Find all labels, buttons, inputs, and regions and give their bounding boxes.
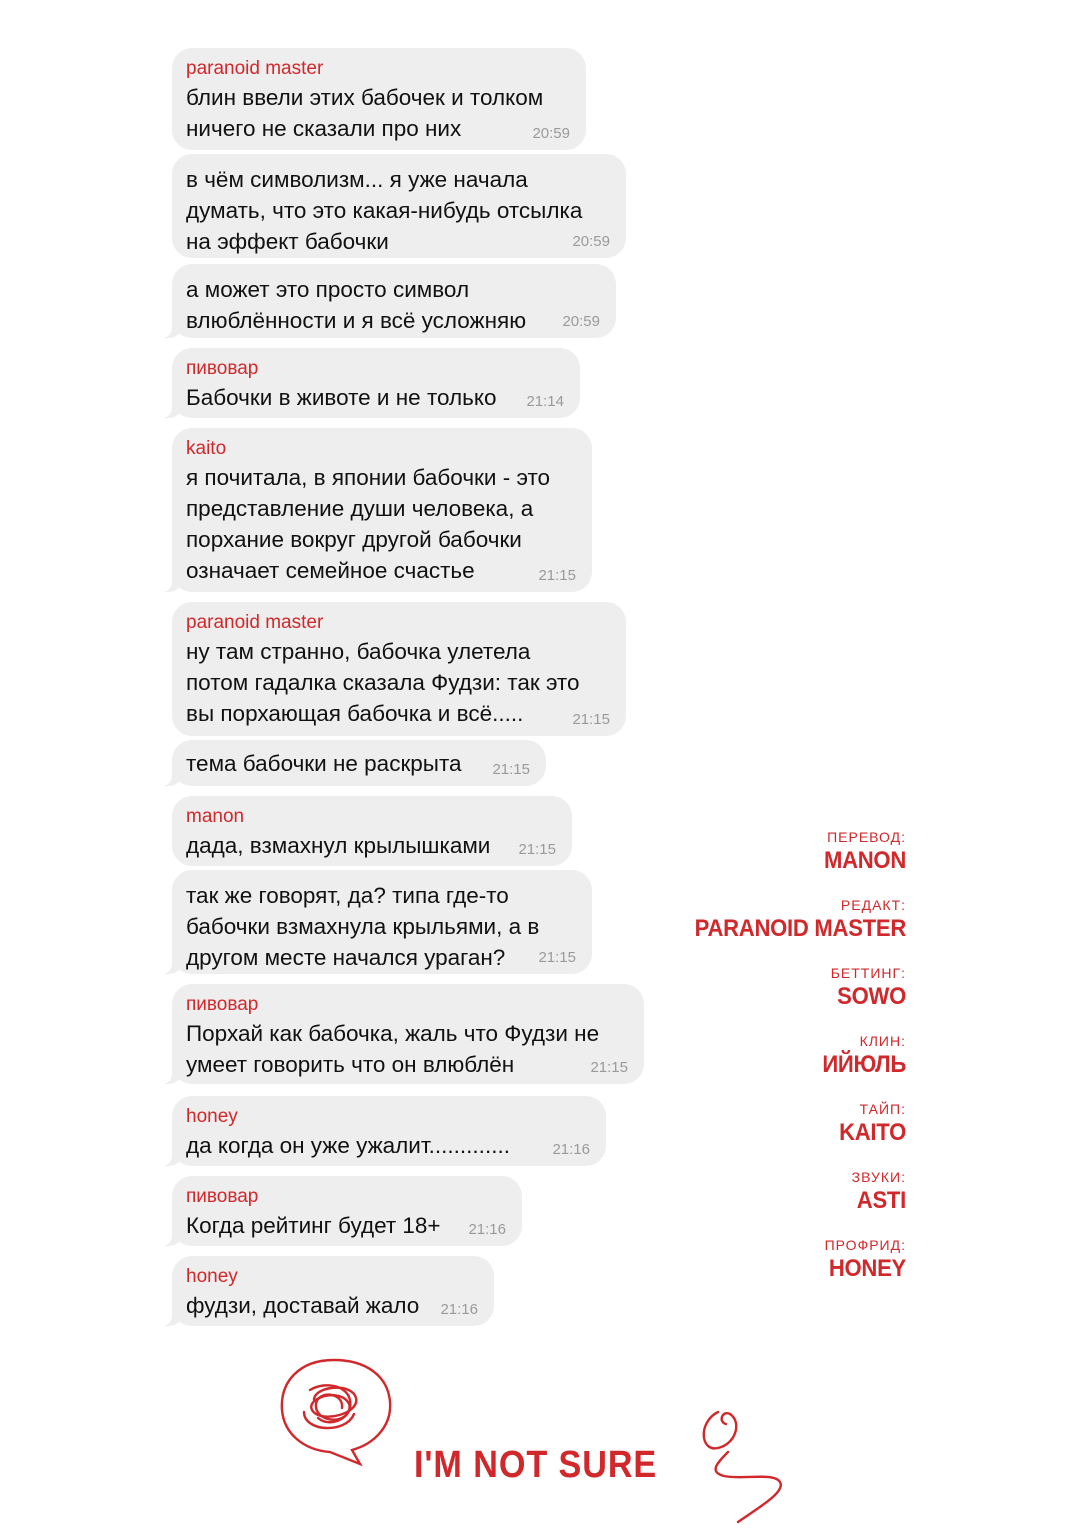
message-text: да когда он уже ужалит............. (186, 1133, 510, 1158)
message-sender: manon (186, 806, 245, 827)
credit-role: ПРОФРИД: (824, 1237, 906, 1253)
message-time: 20:59 (572, 233, 610, 250)
message-bubble[interactable] (172, 428, 592, 592)
message-bubble[interactable] (172, 348, 580, 418)
credit-name: SOWO (837, 983, 906, 1010)
message-sender: пивовар (186, 994, 259, 1015)
message-bubble[interactable] (172, 1176, 522, 1246)
message-time: 20:59 (562, 313, 600, 330)
message-text: тема бабочки не раскрыта (186, 751, 462, 776)
message-bubble[interactable] (172, 870, 592, 974)
message-time: 21:15 (538, 949, 576, 966)
message-bubble[interactable] (172, 984, 644, 1084)
message-sender: honey (186, 1266, 238, 1287)
credit-proofread (586, 1236, 906, 1284)
message-time: 21:15 (590, 1059, 628, 1076)
message-text: Бабочки в животе и не только (186, 385, 497, 410)
message-bubble[interactable] (172, 1096, 606, 1166)
credit-name: KAITO (839, 1119, 906, 1146)
credit-clean (586, 1032, 906, 1080)
message-text: Когда рейтинг будет 18+ (186, 1213, 441, 1238)
message-bubble[interactable] (172, 796, 572, 866)
message-time: 21:15 (492, 761, 530, 778)
credit-typeset (586, 1100, 906, 1148)
message-text: блин ввели этих бабочек и толком ничего не сказали про них (186, 85, 544, 141)
message-bubble[interactable] (172, 602, 626, 736)
credit-betting (586, 964, 906, 1012)
message-bubble[interactable] (172, 740, 546, 786)
message-bubble[interactable] (172, 154, 626, 258)
message-time: 21:14 (526, 393, 564, 410)
squiggle-decoration-icon (678, 1352, 798, 1532)
credit-name: ASTI (856, 1187, 906, 1214)
credit-role: ПЕРЕВОД: (827, 829, 906, 845)
credits-list (586, 828, 906, 1304)
message-sender: пивовар (186, 1186, 259, 1207)
message-text: дада, взмахнул крылышками (186, 833, 491, 858)
message-bubble[interactable] (172, 1256, 494, 1326)
message-time: 21:16 (468, 1221, 506, 1238)
message-sender: kaito (186, 438, 227, 459)
message-text: ну там странно, бабочка улетела потом гадалка сказала Фудзи: так это вы порхающая бабочка и всё..... (186, 639, 580, 726)
message-text: я почитала, в японии бабочки - это представление души человека, а порхание вокруг другой бабочки означает семейное счастье (186, 465, 551, 583)
credit-name: HONEY (828, 1255, 906, 1282)
credit-role: РЕДАКТ: (840, 897, 906, 913)
scribble-speech-bubble-icon (274, 1352, 404, 1472)
message-text: а может это просто символ влюблённости и я всё усложняю (186, 277, 527, 333)
credit-role: КЛИН: (859, 1033, 906, 1049)
credit-sounds (586, 1168, 906, 1216)
message-time: 21:15 (518, 841, 556, 858)
credit-name: PARANOID MASTER (694, 915, 906, 942)
message-sender: пивовар (186, 358, 259, 379)
message-time: 20:59 (532, 125, 570, 142)
message-sender: paranoid master (186, 612, 324, 633)
message-time: 21:16 (440, 1301, 478, 1318)
message-text: Порхай как бабочка, жаль что Фудзи не умеет говорить что он влюблён (186, 1021, 600, 1077)
message-bubble[interactable] (172, 264, 616, 338)
credit-role: ЗВУКИ: (851, 1169, 906, 1185)
message-sender: honey (186, 1106, 238, 1127)
credit-translation (586, 828, 906, 876)
message-text: так же говорят, да? типа где-то бабочки взмахнула крыльями, а в другом месте начался ураган? (186, 883, 540, 970)
message-time: 21:16 (552, 1141, 590, 1158)
logo-text: I'M NOT SURE (414, 1444, 658, 1486)
credit-name: MANON (823, 847, 906, 874)
credit-editing (586, 896, 906, 944)
message-text: фудзи, доставай жало (186, 1293, 420, 1318)
message-bubble[interactable] (172, 48, 586, 150)
credit-role: ТАЙП: (859, 1101, 906, 1117)
message-sender: paranoid master (186, 58, 324, 79)
credit-name: ИЙЮЛЬ (822, 1051, 906, 1078)
message-text: в чём символизм... я уже начала думать, что это какая-нибудь отсылка на эффект бабочки (186, 167, 583, 254)
message-time: 21:15 (572, 711, 610, 728)
credit-role: БЕТТИНГ: (830, 965, 906, 981)
team-logo (274, 1352, 794, 1532)
message-time: 21:15 (538, 567, 576, 584)
